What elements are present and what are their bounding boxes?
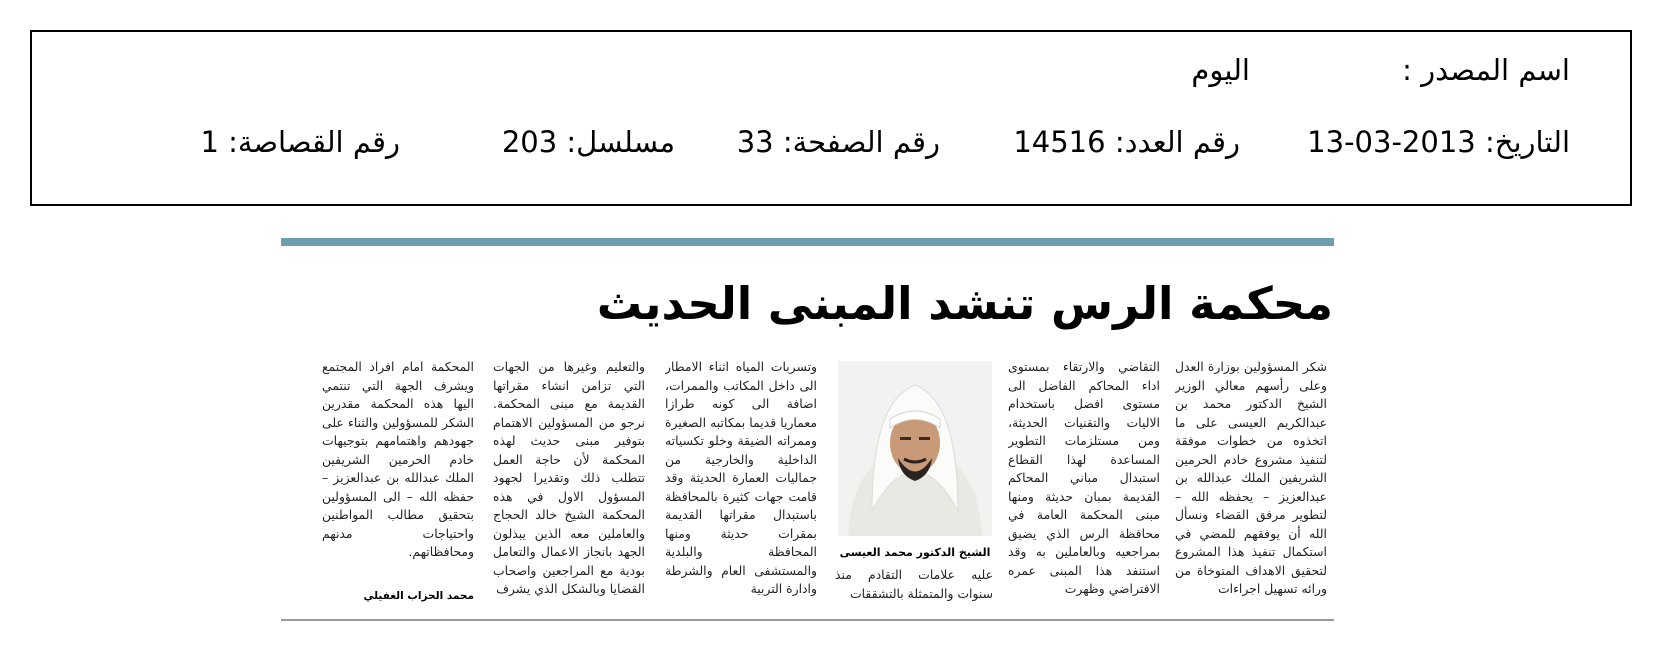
article-column-2: التقاضي والارتقاء بمستوى اداء المحاكم الفاضل الى مستوى افضل باستخدام الاليات والتقنيات الحديثة، ومن مستلزمات التطوير المساعدة لهذا القطاع استبدال مباني المحاكم القديمة بمبان حديثة ومنها مبنى المحكمة العامة في محافظة الرس الذي يضيق بمراجعيه وبالعاملين به وقد استنفد هذا المبنى عمره الافتراضي وظهرت	[1008, 359, 1160, 596]
article-column-4: وتسربات المياه اثناء الامطار الى داخل المكاتب والممرات، اضافة الى كونه طرازا معماريا قديما بمكاتبه الصغيرة وممراته الضيقة وخلو تكسياته الداخلية والخارجية من جماليات العمارة الحديثة وقد قامت جهات كثيرة بالمحافظة باستبدال مقراتها القديمة بمقرات حديثة ومنها المحافظة والبلدية والمستشفى العام والشرطة وادارة التربية	[665, 359, 817, 596]
source-label: اسم المصدر :	[1402, 53, 1570, 87]
article-column-6: المحكمة امام افراد المجتمع ويشرف الجهة التي تنتمي اليها هذه المحكمة مقدرين الشكر للمسؤولين والثناء على جهودهم واهتمامهم بتوجيهات خادم الحرمين الشريفين الملك عبدالله بن عبدالعزيز – حفظه الله – الى المسؤولين بتحقيق مطالب المواطنين واحتياجات مدنهم ومحافظاتهم.	[322, 359, 474, 559]
date-field	[1307, 124, 1570, 160]
article-column-5: والتعليم وغيرها من الجهات التي تزامن انشاء مقراتها القديمة مع مبنى المحكمة. نرجو من المسؤولين الاهتمام بتوفير مبنى حديث لهذه المحكمة لأن حاجة العمل تتطلب ذلك وتقديرا لجهود المسؤول الاول في هذه المحكمة الشيخ خالد الحجاج والعاملين معه الذين يبذلون الجهد بانجاز الاعمال والتعامل بودية مع المراجعين واصحاب القضايا وبالشكل الذي يشرف	[493, 359, 645, 596]
portrait-photo	[838, 361, 992, 536]
page-field	[737, 124, 940, 160]
article-headline: محكمة الرس تنشد المبنى الحديث	[596, 277, 1333, 330]
serial-value: 203	[501, 125, 558, 159]
article-column-1: شكر المسؤولين بوزارة العدل وعلى رأسهم معالي الوزير الشيخ الدكتور محمد بن عبدالكريم العيسى على ما اتخذوه من خطوات موفقة لتنفيذ مشروع خادم الحرمين الشريفين الملك عبدالله بن عبدالعزيز – يحفظه الله – لتطوير مرفق القضاء ونسأل الله أن يوفقهم للمضي في استكمال تنفيذ هذا المشروع لتحقيق الاهداف المتوخاة من ورائه تسهيل اجراءات	[1175, 359, 1327, 596]
clipping-info-box	[30, 30, 1632, 206]
page-value: 33	[736, 125, 774, 159]
issue-label: رقم العدد:	[1114, 125, 1240, 159]
source-value: اليوم	[1191, 53, 1250, 87]
article-byline: محمد الحزاب الغفيلي	[363, 590, 474, 602]
clipping-label: رقم القصاصة:	[228, 125, 400, 159]
issue-value: 14516	[1013, 125, 1106, 159]
page-label: رقم الصفحة:	[782, 125, 940, 159]
article-column-3: عليه علامات التقادم منذ سنوات والمتمثلة بالتشققات	[835, 567, 993, 601]
clipping-value: 1	[200, 125, 219, 159]
photo-caption: الشيخ الدكتور محمد العيسى	[839, 546, 991, 559]
serial-label: مسلسل:	[566, 125, 675, 159]
bottom-rule	[281, 619, 1334, 621]
clipping-field	[200, 124, 400, 160]
serial-field	[502, 124, 675, 160]
issue-field	[1013, 124, 1240, 160]
accent-bar	[281, 238, 1334, 246]
date-label: التاريخ:	[1484, 125, 1570, 159]
date-value: 2013-03-13	[1307, 125, 1476, 159]
portrait-illustration	[838, 361, 992, 536]
